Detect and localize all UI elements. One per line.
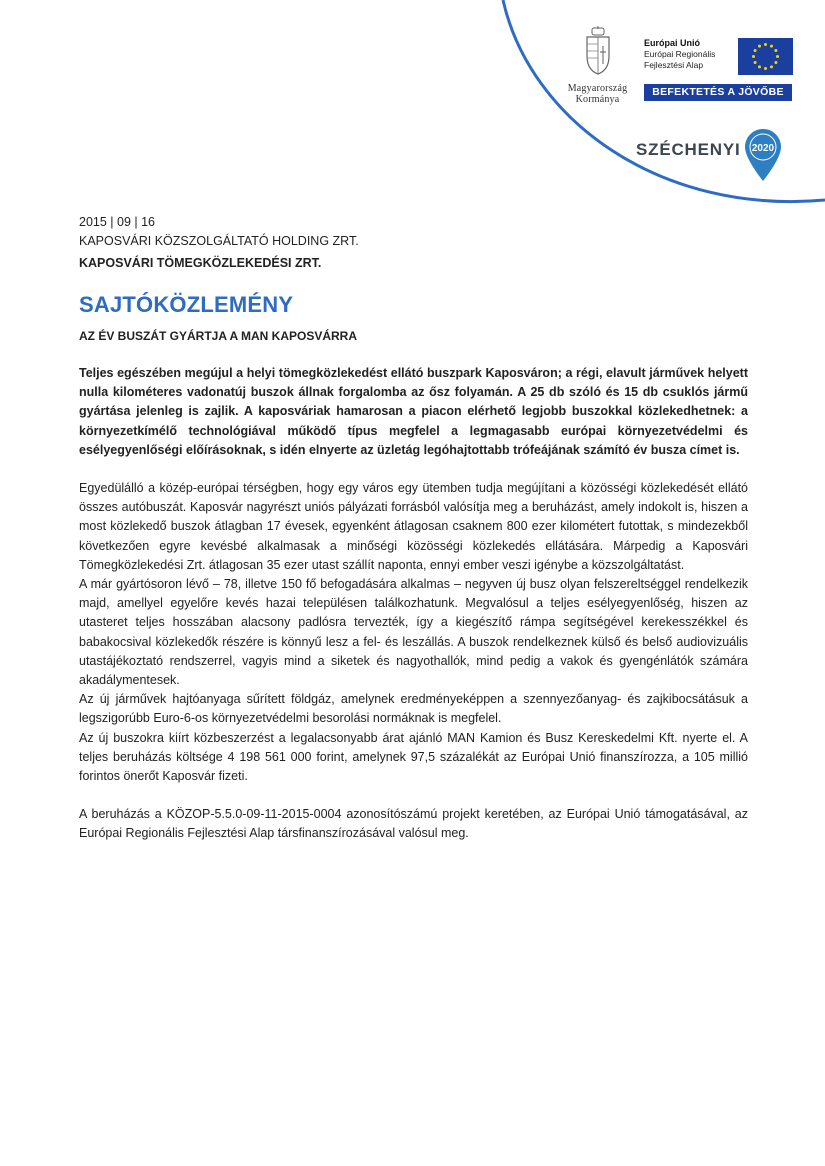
decorative-arc (0, 0, 825, 240)
body-paragraph-3: Az új járművek hajtóanyaga sűrített földgáz, amelynek eredményeképpen a szennyezőanyag- és zajkibocsátásuk a legszigorúbb Euro-6-os környezetvédelmi besorolási normáknak is megfelel. (79, 692, 748, 726)
page-subtitle: AZ ÉV BUSZÁT GYÁRTJA A MAN KAPOSVÁRRA (79, 329, 358, 343)
government-logo (550, 26, 645, 105)
organization-1: KAPOSVÁRI KÖZSZOLGÁLTATÓ HOLDING ZRT. (79, 234, 359, 248)
coat-of-arms-icon (583, 26, 613, 76)
body-paragraph-4: Az új buszokra kiírt közbeszerzést a legalacsonyabb árat ajánló MAN Kamion és Busz Kereskedelmi Kft. nyerte el. A teljes beruházás költsége 4 198 561 000 forint, amelynek 97,5 százalékát az Európai Unió finanszírozza, a 105 millió forintos önerőt Kaposvár fizeti. (79, 730, 748, 784)
szechenyi-year: 2020 (751, 143, 775, 154)
body-paragraph-2: A már gyártósoron lévő – 78, illetve 150 fő befogadására alkalmas – negyven új busz olyan felszereltséggel rendelkezik majd, amellyel egyelőre kevés hazai településen találkozhatunk. Megvalósul a teljes esélyegyenlőség, hiszen az utasteret teljes hosszában alacsony padlósra tervezték, így a kiegészítő rámpa segítségével kerekesszékkel és babakocsival közlekedők részére is könnyű lesz a fel- és leszállás. A buszok rendelkeznek külső és belső audiovizuális utastájékoztató rendszerrel, vagyis mind a siketek és nagyothallók, mind pedig a vakok és gyengénlátók számára akadálymentesek. (79, 577, 748, 688)
document-meta (79, 213, 359, 273)
szechenyi-text: SZÉCHENYI (636, 140, 741, 159)
eu-banner: BEFEKTETÉS A JÖVŐBE (644, 84, 792, 101)
lead-paragraph: Teljes egészében megújul a helyi tömegközlekedést ellátó buszpark Kaposváron; a régi, elavult járművek helyett nulla kilométeres vadonatúj buszok állnak forgalomba az ősz folyamán. A 25 db szóló és 15 db csuklós jármű gyártása jelenleg is zajlik. A kaposváriak hamarosan a piacon elérhető legjobb buszokkal közlekedhetnek: a környezetkímélő technológiával működő típus megfelel a legmagasabb európai környezetvédelmi és esélyegyenlőségi előírásoknak, s idén elnyerte az üzletág legóhajtottabb trófeájának számító év busza címet is. (79, 366, 748, 457)
eu-line1: Európai Unió (644, 38, 700, 48)
gov-name-line2: Kormánya (575, 94, 620, 105)
page-title: SAJTÓKÖZLEMÉNY (79, 292, 294, 317)
closing-paragraph: A beruházás a KÖZOP-5.5.0-09-11-2015-0004 azonosítószámú projekt keretében, az Európai Unió támogatásával, az Európai Regionális Fejlesztési Alap társfinanszírozásával valósul meg. (79, 807, 748, 841)
eu-line2: Európai Regionális (644, 49, 716, 59)
location-pin-icon (744, 128, 782, 182)
body-paragraph-1: Egyedülálló a közép-európai térségben, hogy egy város egy ütemben tudja megújítani a közösségi közlekedését ellátó összes autóbuszát. Kaposvár nagyrészt uniós pályázati forrásból valósítja meg a beruházást, amely indokolt is, hiszen a most közlekedő buszok átlagban 17 évesek, egyenként átlagosan csaknem 800 ezer kilométert futottak, s mindezekből következően egyre kevésbé alkalmasak a minőségi közösségi közlekedés ellátására. Márpedig a Kaposvári Tömegközlekedési Zrt. átlagosan 35 ezer utast szállít naponta, ennyi ember veszi igénybe a közszolgáltatást. (79, 481, 748, 572)
gov-name-line1: Magyarország (567, 83, 628, 94)
article-body (79, 364, 748, 844)
eu-text (644, 38, 736, 71)
organization-2: KAPOSVÁRI TÖMEGKÖZLEKEDÉSI ZRT. (79, 256, 322, 270)
document-date: 2015 | 09 | 16 (79, 215, 156, 229)
eu-line3: Fejlesztési Alap (644, 60, 704, 70)
eu-flag-icon (738, 38, 793, 75)
